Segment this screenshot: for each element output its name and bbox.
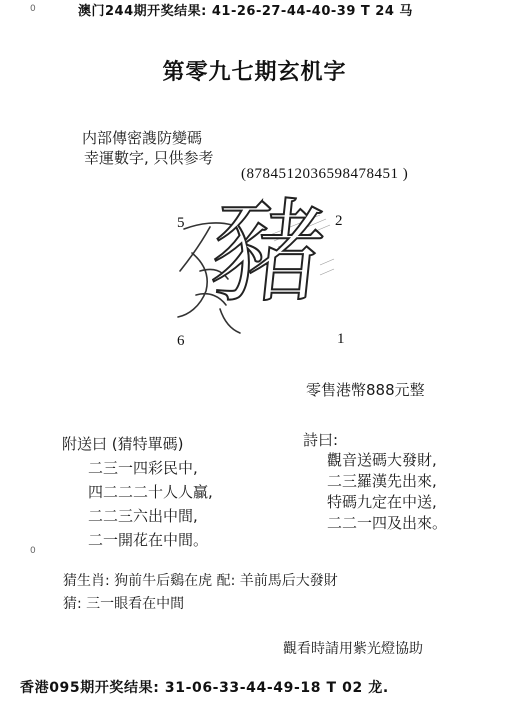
zodiac-guess: 猜生肖: 狗前牛后鷄在虎 配: 羊前馬后大發財 <box>63 573 338 589</box>
hongkong-result-banner: 香港095期开奖结果: 31-06-33-44-49-18 T 02 龙. <box>20 680 389 696</box>
viewing-note: 觀看時請用紫光燈協助 <box>283 641 423 657</box>
figure-number-bottom-right: 1 <box>337 331 345 347</box>
corner-marker: 0 <box>30 4 36 14</box>
guess-line: 猜: 三一眼看在中間 <box>63 596 185 612</box>
attachment-heading: 附送曰 (猜特單碼) <box>62 435 184 453</box>
page-title: 第零九七期玄机字 <box>162 59 347 85</box>
pig-character-glyph: 豬 <box>205 188 331 318</box>
attachment-line-4: 二一開花在中間。 <box>88 531 209 549</box>
poem-heading: 詩曰: <box>303 431 339 449</box>
poem-line-1: 觀音送碼大發財, <box>327 451 437 469</box>
attachment-verse <box>88 456 213 552</box>
attachment-line-3: 二二三六出中間, <box>88 507 198 525</box>
poem-verse <box>327 450 447 534</box>
retail-price: 零售港幣888元整 <box>306 381 425 399</box>
attachment-line-1: 二三一四彩民中, <box>88 459 198 477</box>
intro-line-1: 内部傳密謢防變碼 <box>82 129 203 147</box>
poem-line-3: 特碼九定在中送, <box>327 493 437 511</box>
figure-number-bottom-left: 6 <box>177 333 185 349</box>
mid-marker: 0 <box>30 546 36 556</box>
poem-line-2: 二三羅漢先出來, <box>327 472 437 490</box>
macau-result-banner: 澳门244期开奖结果: 41-26-27-44-40-39 T 24 马 <box>78 4 413 19</box>
attachment-line-2: 四二二二十人人贏, <box>88 483 213 501</box>
intro-block <box>82 128 214 168</box>
poem-line-4: 二二一四及出來。 <box>327 514 448 532</box>
lucky-number-code: (8784512036598478451 ) <box>241 166 409 182</box>
intro-line-2: 幸運數字, 只供参考 <box>84 149 214 167</box>
figure-number-top-right: 2 <box>335 213 343 229</box>
figure-number-top-left: 5 <box>177 215 185 231</box>
